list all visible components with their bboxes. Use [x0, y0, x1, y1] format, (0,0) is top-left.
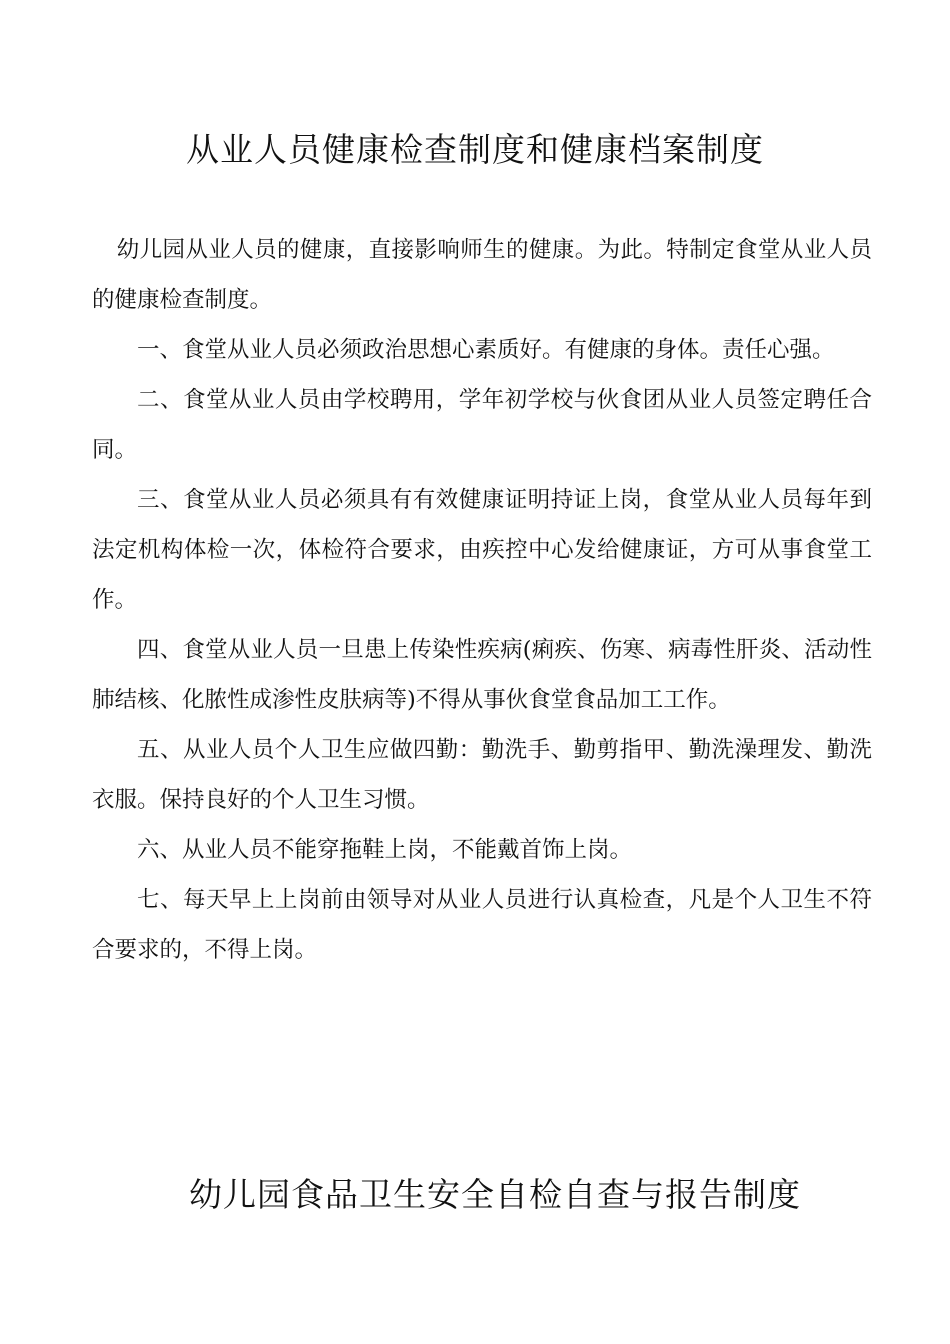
rule-paragraph-4: 四、食堂从业人员一旦患上传染性疾病(痢疾、伤寒、病毒性肝炎、活动性肺结核、化脓性成渗性皮肤病等)不得从事伙食堂食品加工工作。 [92, 637, 872, 713]
intro-paragraph: 幼儿园从业人员的健康，直接影响师生的健康。为此。特制定食堂从业人员的健康检查制度。 [92, 237, 872, 313]
second-document-title: 幼儿园食品卫生安全自检自查与报告制度 [189, 1175, 801, 1214]
rule-paragraph-3: 三、食堂从业人员必须具有有效健康证明持证上岗，食堂从业人员每年到法定机构体检一次，体检符合要求，由疾控中心发给健康证，方可从事食堂工作。 [92, 487, 872, 613]
rule-paragraph-6: 六、从业人员不能穿拖鞋上岗，不能戴首饰上岗。 [137, 837, 633, 863]
rule-paragraph-1: 一、食堂从业人员必须政治思想心素质好。有健康的身体。责任心强。 [137, 337, 835, 363]
document-title: 从业人员健康检查制度和健康档案制度 [186, 130, 764, 169]
document-body [92, 225, 872, 975]
rule-paragraph-5: 五、从业人员个人卫生应做四勤：勤洗手、勤剪指甲、勤洗澡理发、勤洗衣服。保持良好的个人卫生习惯。 [92, 737, 872, 813]
rule-paragraph-7: 七、每天早上上岗前由领导对从业人员进行认真检查，凡是个人卫生不符合要求的，不得上岗。 [92, 887, 872, 963]
rule-paragraph-2: 二、食堂从业人员由学校聘用，学年初学校与伙食团从业人员签定聘任合同。 [92, 387, 872, 463]
